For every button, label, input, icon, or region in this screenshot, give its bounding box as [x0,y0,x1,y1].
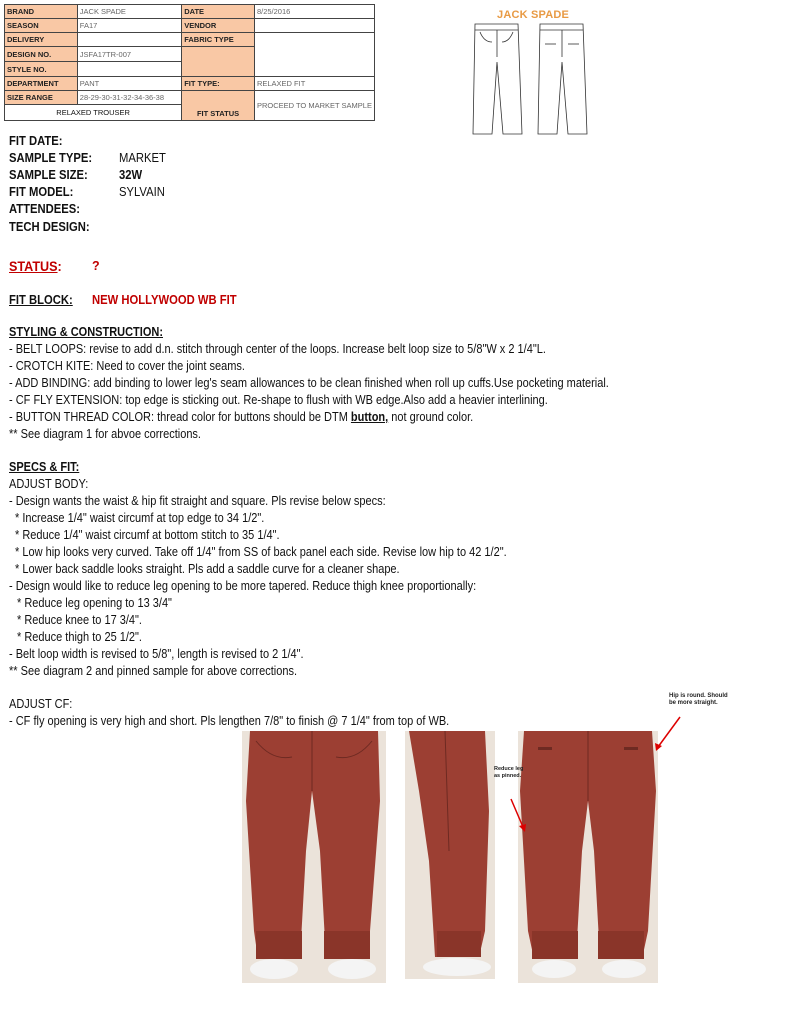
styling-line: - ADD BINDING: add binding to lower leg's seam allowances to be clean finished when roll up cuffs.Use pocketing material. [9,376,609,390]
brand-value: JACK SPADE [77,5,181,19]
specs-line: * Low hip looks very curved. Take off 1/4" from SS of back panel each side. Revise low hip to 42 1/2". [15,545,507,559]
season-label: SEASON [5,19,78,33]
fit-block-label: FIT BLOCK: [9,293,73,307]
tech-design-label: TECH DESIGN: [9,220,90,234]
styling-heading: STYLING & CONSTRUCTION: [9,325,163,339]
fit-date-label: FIT DATE: [9,134,63,148]
sample-type-label: SAMPLE TYPE: [9,151,93,165]
side-photo [405,731,495,979]
size-range-label: SIZE RANGE [5,91,78,105]
status-value: ? [92,259,100,273]
specs-line: * Lower back saddle looks straight. Pls add a saddle curve for a cleaner shape. [15,562,400,576]
fabric-label-fill [182,47,255,77]
cf-heading: ADJUST CF: [9,697,73,711]
fit-type-value: RELAXED FIT [254,77,374,91]
specs-line: * Reduce knee to 17 3/4". [17,613,143,627]
trouser-flat-sketch [470,22,590,138]
specs-line: * Reduce leg opening to 13 3/4" [17,596,172,610]
styling-line: - CROTCH KITE: Need to cover the joint seams. [9,359,245,373]
specs-line: - Design would like to reduce leg opening to be more tapered. Reduce thigh knee proportionally: [9,579,477,593]
button-thread-suffix: not ground color. [388,410,474,424]
vendor-value [254,19,374,33]
status-row [9,258,62,274]
leg-arrow [508,797,530,837]
specs-line: * Reduce 1/4" waist circumf at bottom stitch to 35 1/4". [15,528,280,542]
delivery-label: DELIVERY [5,33,78,47]
fit-block-value: NEW HOLLYWOOD WB FIT [92,293,237,307]
season-value: FA17 [77,19,181,33]
department-value: PANT [77,77,181,91]
button-thread-prefix: - BUTTON THREAD COLOR: thread color for buttons should be DTM [9,410,351,424]
back-photo [518,731,658,983]
sample-type-value: MARKET [119,151,166,165]
department-label: DEPARTMENT [5,77,78,91]
specs-line: - Design wants the waist & hip fit straight and square. Pls revise below specs: [9,494,386,508]
date-value: 8/25/2016 [254,5,374,19]
styling-note: ** See diagram 1 for abvoe corrections. [9,427,201,441]
button-thread-bold: button, [350,410,389,424]
style-value [77,62,181,77]
attendees-label: ATTENDEES: [9,202,81,216]
specs-line: - Belt loop width is revised to 5/8", length is revised to 2 1/4". [9,647,304,661]
size-range-value: 28-29-30-31-32-34-36-38 [77,91,181,105]
button-thread-line [9,410,473,424]
specs-line: * Reduce thigh to 25 1/2". [17,630,143,644]
brand-logo: JACK SPADE [497,9,570,21]
fit-status-value: PROCEED TO MARKET SAMPLE [254,91,374,121]
sample-size-value: 32W [119,168,143,182]
hip-annotation: Hip is round. Should be more straight. [669,693,728,706]
status-colon: : [57,258,62,274]
sample-size-label: SAMPLE SIZE: [9,168,88,182]
spec-table [4,4,375,121]
specs-line: ** See diagram 2 and pinned sample for above corrections. [9,664,298,678]
status-label: STATUS [9,258,58,274]
fit-model-value: SYLVAIN [119,185,165,199]
design-value: JSFA17TR-007 [77,47,181,62]
vendor-label: VENDOR [182,19,255,33]
specs-line: ADJUST BODY: [9,477,89,491]
front-photo [242,731,386,983]
fit-model-label: FIT MODEL: [9,185,74,199]
cf-line: - CF fly opening is very high and short. Pls lengthen 7/8" to finish @ 7 1/4" from top of WB. [9,714,450,728]
styling-line: - BELT LOOPS: revise to add d.n. stitch through center of the loops. Increase belt loop size to 5/8"W x 2 1/4"L. [9,342,546,356]
styling-line: - CF FLY EXTENSION: top edge is sticking out. Re-shape to flush with WB edge.Also add a heavier interlining. [9,393,548,407]
design-label: DESIGN NO. [5,47,78,62]
fabric-value [254,33,374,77]
fit-status-label: FIT STATUS [182,91,255,121]
fabric-label: FABRIC TYPE [182,33,255,47]
style-title: RELAXED TROUSER [5,105,182,121]
fit-type-label: FIT TYPE: [182,77,255,91]
specs-line: * Increase 1/4" waist circumf at top edge to 34 1/2". [15,511,265,525]
brand-label: BRAND [5,5,78,19]
specs-heading: SPECS & FIT: [9,460,80,474]
date-label: DATE [182,5,255,19]
hip-arrow [650,715,690,755]
style-label: STYLE NO. [5,62,78,77]
leg-annotation: Reduce leg as pinned. [494,766,524,779]
delivery-value [77,33,181,47]
